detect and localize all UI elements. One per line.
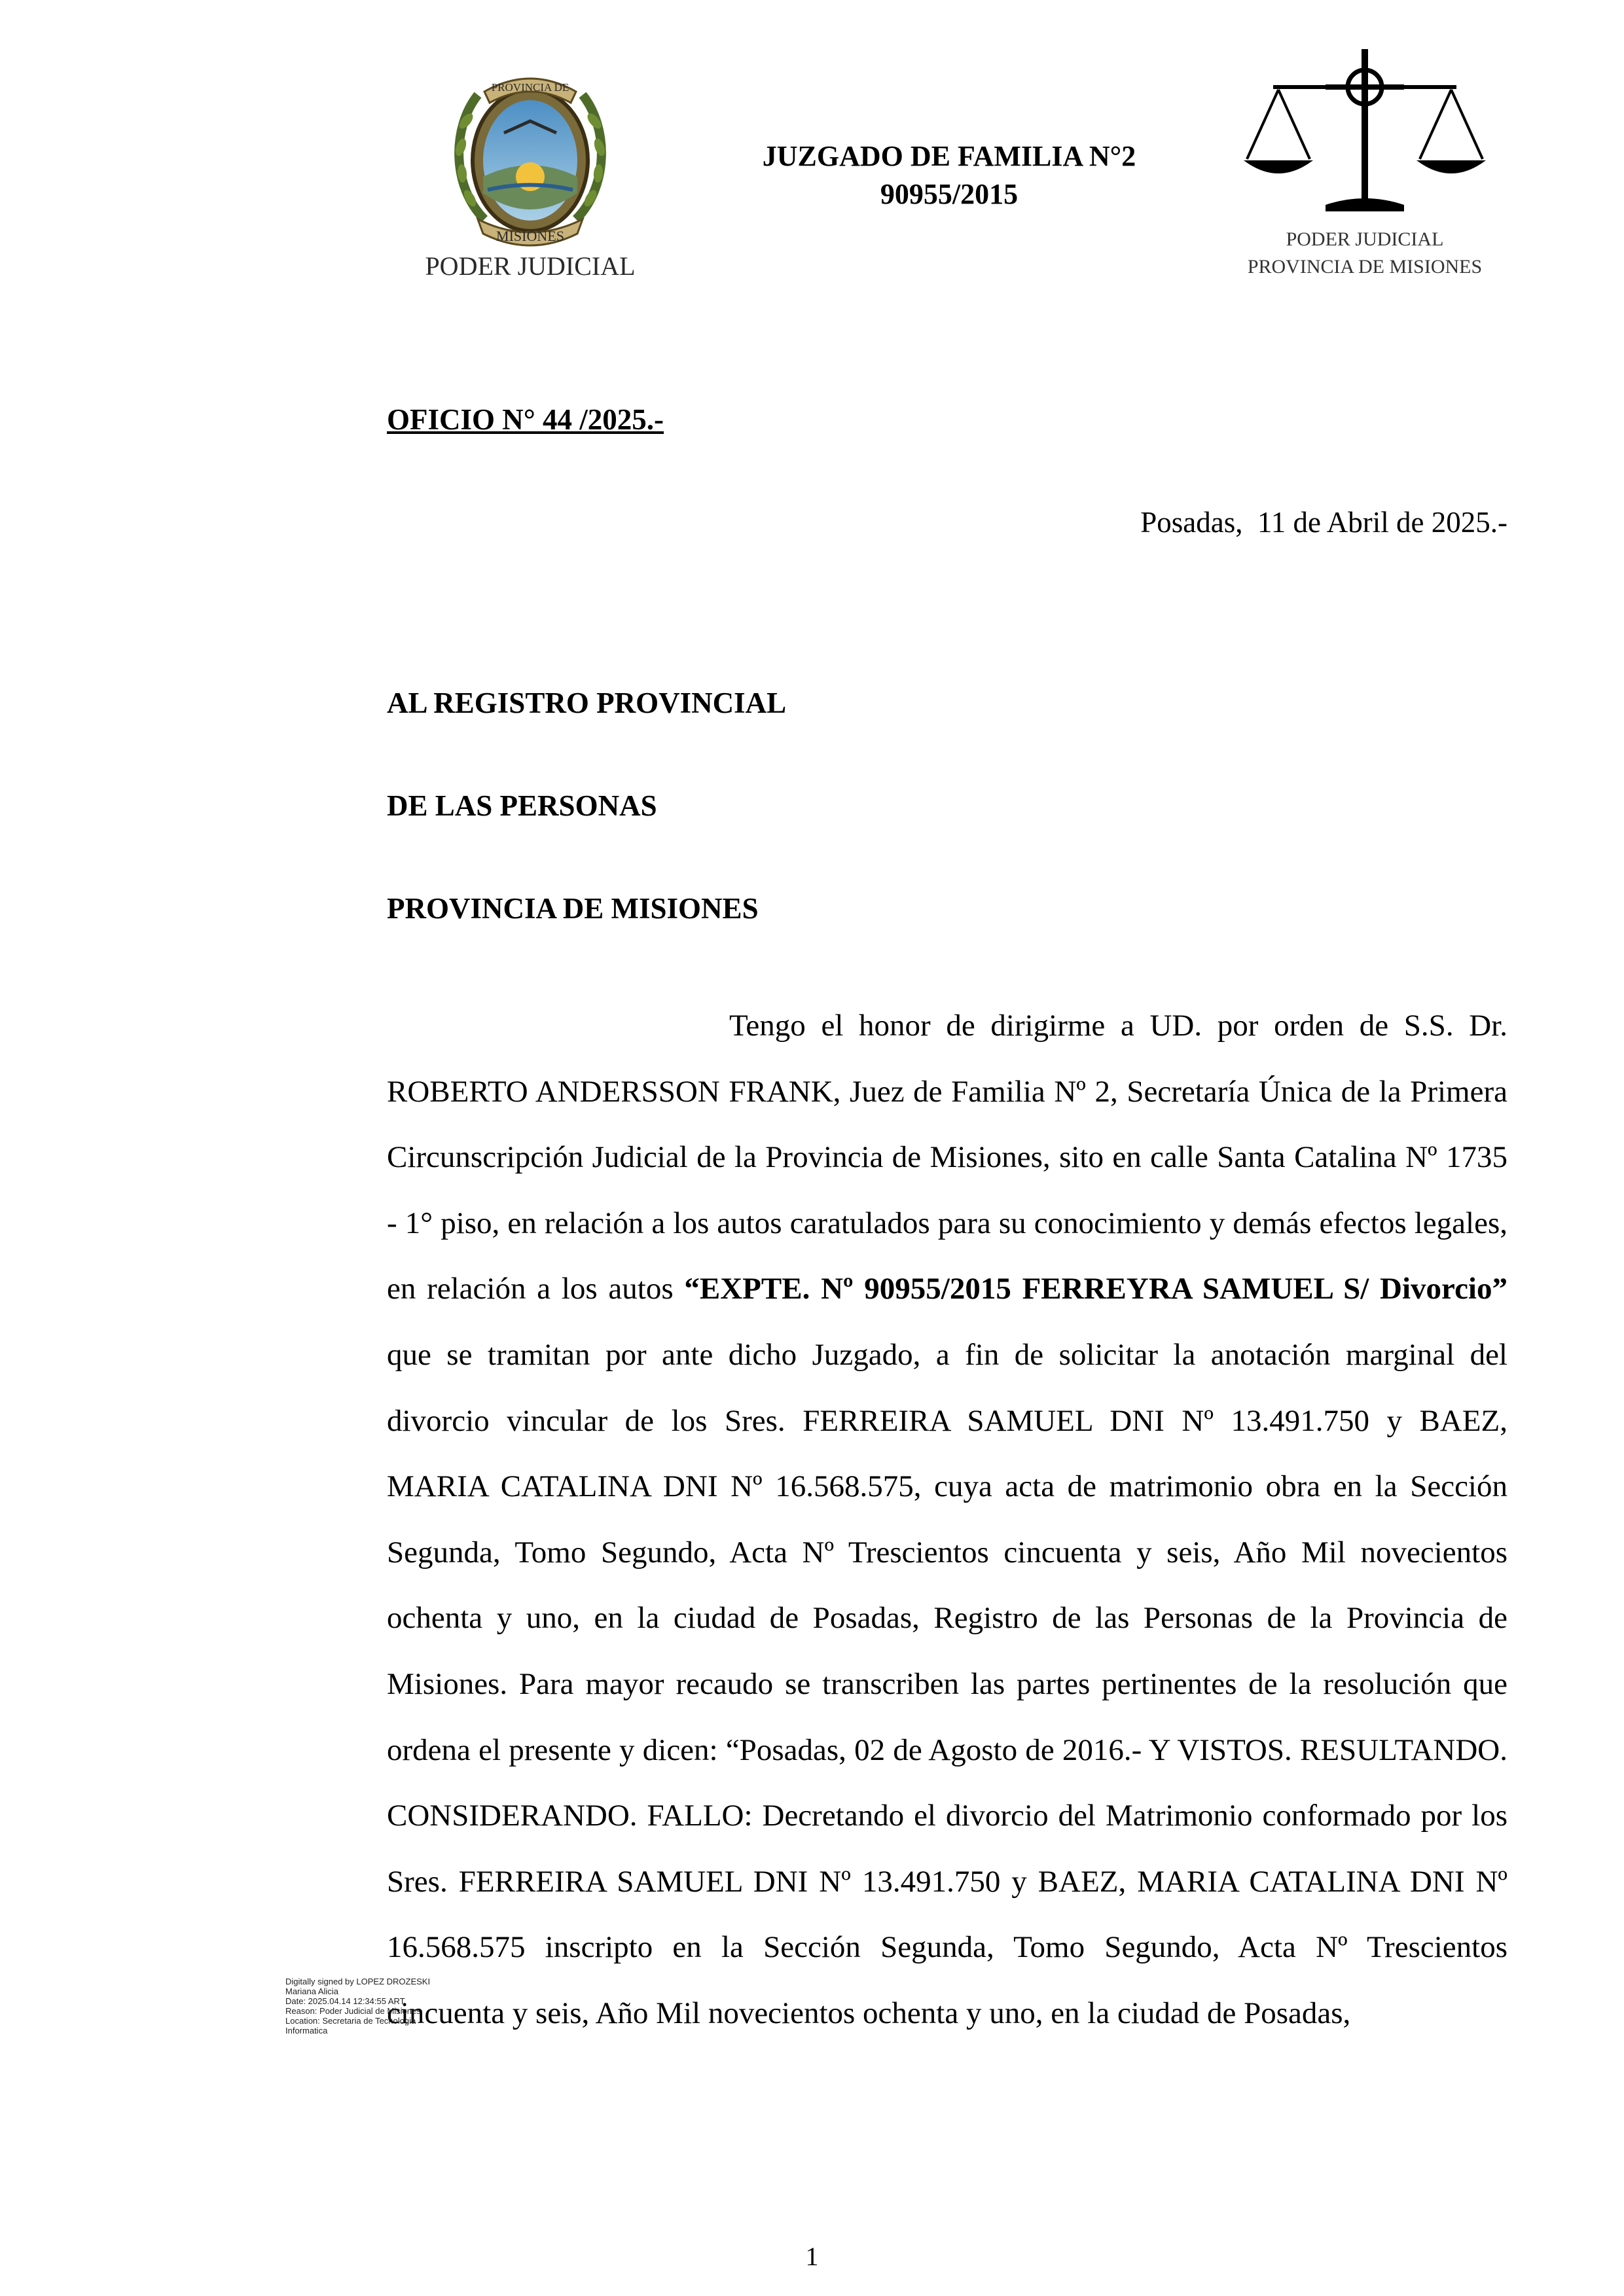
body-paragraph — [387, 993, 1507, 2047]
addressee-line-2: DE LAS PERSONAS — [387, 789, 657, 822]
signature-line-2: Mariana Alicia — [285, 1986, 338, 1996]
court-name: JUZGADO DE FAMILIA N°2 — [762, 140, 1136, 172]
left-logo-caption: PODER JUDICIAL — [425, 251, 636, 281]
page-number: 1 — [805, 2242, 819, 2271]
provincial-seal-logo — [406, 56, 655, 281]
body-text-part-1: Tengo el honor de dirigirme a UD. por orden de S.S. Dr. ROBERTO ANDERSSON FRANK, Juez de Familia Nº 2, Secretaría Única de la Primera Circunscripción Judicial de la Provincia de Misiones, sito en calle Santa Catalina Nº 1735 - 1° piso, en relación a los autos caratulados para su conocimiento y demás efectos legales, en relación a los autos — [387, 1009, 1507, 1306]
signature-line-1: Digitally signed by LOPEZ DROZESKI — [285, 1977, 431, 1986]
provincial-seal-icon — [406, 56, 655, 281]
case-title: “EXPTE. Nº 90955/2015 FERREYRA SAMUEL S/ Divorcio” — [684, 1272, 1507, 1306]
right-logo-caption-2: PROVINCIA DE MISIONES — [1247, 256, 1483, 278]
oficio-number: OFICIO N° 44 /2025.- — [387, 403, 664, 436]
signature-line-6: Informatica — [285, 2026, 328, 2036]
court-header — [655, 137, 1244, 213]
signature-line-3: Date: 2025.04.14 12:34:55 ART — [285, 1996, 405, 2006]
judicial-power-logo — [1227, 43, 1502, 285]
scales-of-justice-icon — [1227, 43, 1502, 285]
case-number: 90955/2015 — [880, 178, 1019, 210]
digital-signature-stamp — [285, 1977, 475, 2036]
date-line: Posadas, 11 de Abril de 2025.- — [1140, 506, 1507, 539]
seal-bottom-text: MISIONES — [496, 228, 564, 244]
signature-line-4: Reason: Poder Judicial de Misiones — [285, 2006, 421, 2016]
addressee-line-1: AL REGISTRO PROVINCIAL — [387, 687, 787, 719]
seal-arc-text: PROVINCIA DE — [491, 81, 569, 94]
body-text-part-2: que se tramitan por ante dicho Juzgado, a fin de solicitar la anotación marginal del divorcio vincular de los Sres. FERREIRA SAMUEL DNI Nº 13.491.750 y BAEZ, MARIA CATALINA DNI Nº 16.568.575, cuya acta de matrimonio obra en la Sección Segunda, Tomo Segundo, Acta Nº Trescientos cincuenta y seis, Año Mil novecientos ochenta y uno, en la ciudad de Posadas, Registro de las Personas de la Provincia de Misiones. Para mayor recaudo se transcriben las partes pertinentes de la resolución que ordena el presente y dicen: “Posadas, 02 de Agosto de 2016.- Y VISTOS. RESULTANDO. CONSIDERANDO. FALLO: Decretando el divorcio del Matrimonio conformado por los Sres. FERREIRA SAMUEL DNI Nº 13.491.750 y BAEZ, MARIA CATALINA DNI Nº 16.568.575 inscripto en la Sección Segunda, Tomo Segundo, Acta Nº Trescientos cincuenta y seis, Año Mil novecientos ochenta y uno, en la ciudad de Posadas, — [387, 1337, 1507, 2030]
addressee-line-3: PROVINCIA DE MISIONES — [387, 892, 759, 925]
right-logo-caption-1: PODER JUDICIAL — [1286, 228, 1444, 250]
signature-line-5: Location: Secretaria de Tecnologia — [285, 2016, 416, 2026]
